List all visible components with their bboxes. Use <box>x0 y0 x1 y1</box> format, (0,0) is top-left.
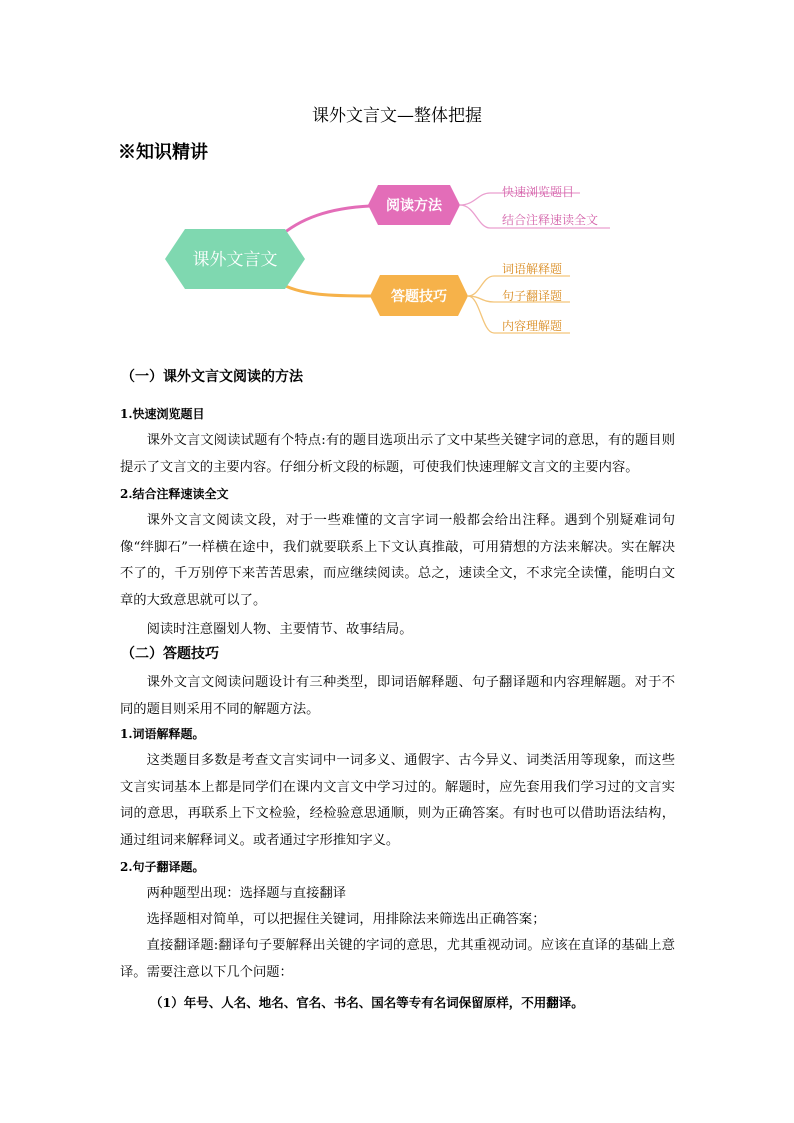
mindmap-leaf-annotation-read: 结合注释速读全文 <box>502 213 599 227</box>
list-item-proper-nouns: （1）年号、人名、地名、官名、书名、国名等专有名词保留原样，不用翻译。 <box>150 995 584 1010</box>
paragraph-direct-translate: 直接翻译题:翻译句子要解释出关键的字词的意思，尤其重视动词。应该在直译的基础上意译。需要注意以下几个问题： <box>120 938 675 980</box>
subheading-quick-browse: 1.快速浏览题目 <box>120 407 205 421</box>
mindmap-center-label: 课外文言文 <box>192 250 278 270</box>
mindmap-branch-answering-label: 答题技巧 <box>391 289 447 305</box>
mindmap-leaf-word-explain: 词语解释题 <box>502 262 563 276</box>
paragraph-quick-browse: 课外文言文阅读试题有个特点:有的题目选项出示了文中某些关键字词的意思，有的题目则提示了文言文的主要内容。仔细分析文段的标题，可使我们快速理解文言文的主要内容。 <box>120 433 675 475</box>
mindmap-branch-reading-label: 阅读方法 <box>386 198 442 214</box>
paragraph-word-explain: 这类题目多数是考查文言实词中一词多义、通假字、古今异义、词类活用等现象，而这些文言实词基本上都是同学们在课内文言文中学习过的。解题时，应先套用我们学习过的文言实词的意思，再联系上下文检验，经检验意思通顺，则为正确答案。有时也可以借助语法结构，通过组词来解释词义。或者通过字形推知字义。 <box>120 753 675 848</box>
mindmap-leaf-content-understand: 内容理解题 <box>502 319 563 333</box>
document-title: 课外文言文—整体把握 <box>312 106 482 126</box>
subheading-sentence-translate: 2.句子翻译题。 <box>120 860 205 874</box>
mindmap-connector-reading <box>278 206 370 238</box>
subheading-annotation-read: 2.结合注释速读全文 <box>120 487 229 501</box>
subheading-word-explain: 1.词语解释题。 <box>120 727 205 741</box>
paragraph-two-types: 两种题型出现：选择题与直接翻译 <box>146 886 347 901</box>
mindmap-connector-answering <box>278 282 372 296</box>
section-heading-reading-method: （一）课外文言文阅读的方法 <box>121 369 303 385</box>
mindmap-leaf-quick-browse: 快速浏览题目 <box>502 185 575 199</box>
paragraph-choice-question: 选择题相对简单，可以把握住关键词，用排除法来筛选出正确答案； <box>146 912 546 927</box>
mindmap-diagram <box>150 178 620 344</box>
section-heading-answer-skills: （二）答题技巧 <box>121 646 219 662</box>
paragraph-answer-intro: 课外文言文阅读问题设计有三种类型，即词语解释题、句子翻译题和内容理解题。对于不同的题目则采用不同的解题方法。 <box>120 675 675 717</box>
mindmap-leaf-sentence-translate: 句子翻译题 <box>502 289 563 303</box>
paragraph-reading-note: 阅读时注意圈划人物、主要情节、故事结局。 <box>146 622 413 637</box>
paragraph-annotation-read: 课外文言文阅读文段，对于一些难懂的文言字词一般都会给出注释。遇到个别疑难词句像“绊脚石”一样横在途中，我们就要联系上下文认真推敲，可用猜想的方法来解决。实在解决不了的，千万别停下来苦苦思索，而应继续阅读。总之，速读全文，不求完全读懂，能明白文章的大致意思就可以了。 <box>120 513 675 608</box>
section-mark-knowledge: ※知识精讲 <box>118 142 208 163</box>
